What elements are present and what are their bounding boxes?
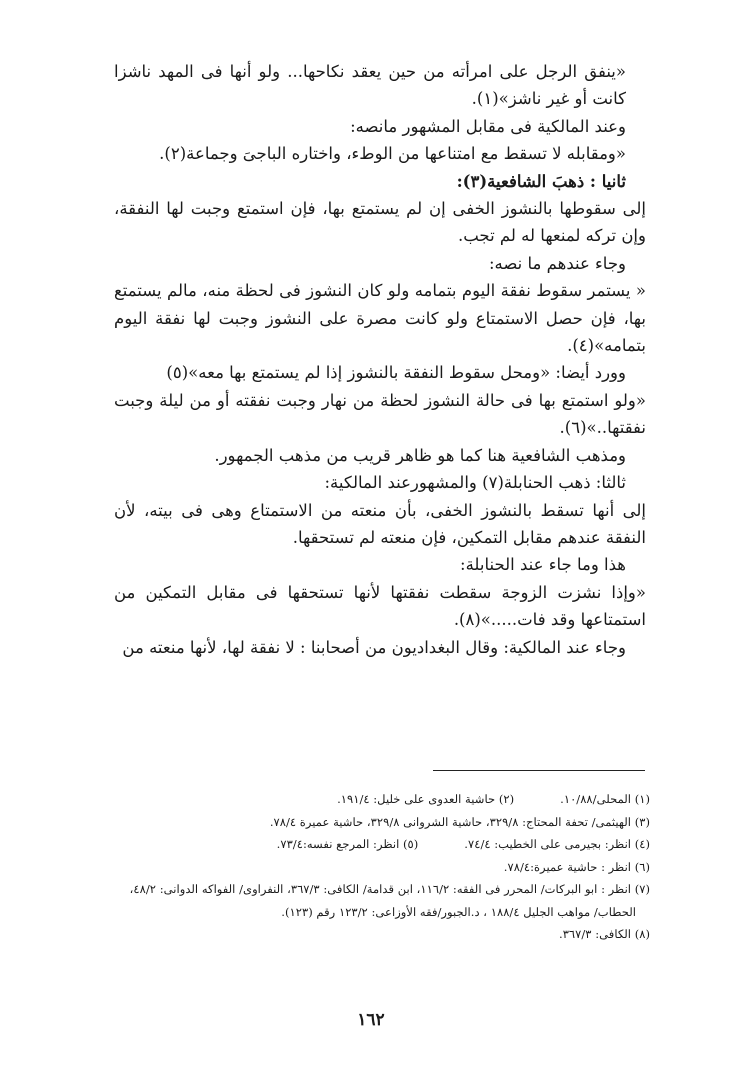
- footnote-3: (٣) الهيثمى/ تحفة المحتاج: ٣٢٩/٨، حاشية الشروانى ٣٢٩/٨، حاشية عميرة ٧٨/٤.: [269, 814, 650, 829]
- paragraph-hanbali-intro: هذا وما جاء عند الحنابلة:: [460, 555, 626, 575]
- heading-second-text: ثانيا : ذهبَ الشافعية(٣):: [456, 171, 626, 191]
- heading-second: [114, 168, 646, 195]
- paragraph-maliki-intro: وعند المالكية فى مقابل المشهور مانصه:: [350, 116, 626, 136]
- footnote-7-continued: الحطاب/ مواهب الجليل ١٨٨/٤ ، د.الجبور/فقه الأوزاعى: ١٢٣/٢ رقم (١٢٣).: [281, 904, 636, 919]
- paragraph-quote-4: «ولو استمتع بها فى حالة النشوز لحظة من نهار وجبت نفقته أو من ليلة وجبت نفقتها..»(٦).: [114, 390, 646, 438]
- footnote-1: (١) المحلى/١٠/٨٨.: [560, 792, 650, 806]
- paragraph-also-reported: وورد أيضا: «ومحل سقوط النفقة بالنشوز إذا لم يستمتع بها معه»(٥): [166, 363, 626, 383]
- paragraph-quote-2: «ومقابله لا تسقط مع امتناعها من الوطء، واختاره الباجىَ وجماعة(٢).: [159, 144, 626, 164]
- paragraph-maliki-baghdadi: وجاء عند المالكية: وقال البغداديون من أصحابنا : لا نفقة لها، لأنها منعته من: [122, 637, 626, 657]
- footnote-row: [96, 811, 650, 834]
- heading-third: ثالثا: ذهب الحنابلة(٧) والمشهورعند المالكية:: [324, 473, 626, 493]
- footnotes: [96, 788, 650, 946]
- paragraph-quote-1: «ينفق الرجل على امرأته من حين يعقد نكاحها... ولو أنها فى المهد ناشزا كانت أو غير ناشز»(١).: [114, 62, 626, 109]
- footnote-5: (٥) انظر: المرجع نفسه:٧٣/٤.: [276, 837, 419, 851]
- footnote-row: [96, 856, 650, 879]
- paragraph-hanbali-view: إلى أنها تسقط بالنشوز الخفى، بأن منعته من الاستمتاع وهى فى بيته، لأن النفقة عندهم مقابل التمكين، فإن منعته لم تستحقها.: [114, 500, 646, 547]
- footnote-divider: [433, 770, 645, 771]
- footnote-7: (٧) انظر : ابو البركات/ المحرر فى الفقه: ١١٦/٢، ابن قدامة/ الكافى: ٣٦٧/٣، النفراوى/ الفواكه الدوانى: ٤٨/٢،: [129, 882, 650, 896]
- footnote-2: (٢) حاشية العدوى على خليل: ١٩١/٤.: [337, 792, 515, 806]
- footnote-4: (٤) انظر: بجيرمى على الخطيب: ٧٤/٤.: [464, 837, 650, 851]
- paragraph-shafii-intro: وجاء عندهم ما نصه:: [488, 253, 626, 273]
- main-text: [114, 58, 646, 661]
- footnote-8: (٨) الكافى: ٣٦٧/٣.: [559, 927, 650, 941]
- footnote-row: [96, 788, 650, 811]
- paragraph-shafii-view: إلى سقوطها بالنشوز الخفى إن لم يستمتع بها، فإن استمتع وجبت لها النفقة، وإن تركه لمنعها له لم تجب.: [114, 199, 646, 246]
- page-number: ١٦٢: [357, 1010, 385, 1030]
- paragraph-quote-5: «وإذا نشزت الزوجة سقطت نفقتها لأنها تستحقها فى مقابل التمكين من استمتاعها وقد فات.....»(٨).: [114, 582, 646, 630]
- paragraph-quote-3: « يستمر سقوط نفقة اليوم بتمامه ولو كان النشوز فى لحظة منه، مالم يستمتع بها، فإن حصل الاستمتاع ولو كانت مصرة على النشوز وجبت لها نفقة اليوم بتمامه»(٤).: [114, 281, 646, 356]
- paragraph-shafii-summary: ومذهب الشافعية هنا كما هو ظاهر قريب من مذهب الجمهور.: [214, 445, 626, 465]
- footnote-row: [96, 923, 650, 946]
- footnote-row: [96, 878, 650, 901]
- footnote-row: [96, 833, 650, 856]
- footnote-6: (٦) انظر : حاشية عميرة:٧٨/٤.: [503, 859, 650, 874]
